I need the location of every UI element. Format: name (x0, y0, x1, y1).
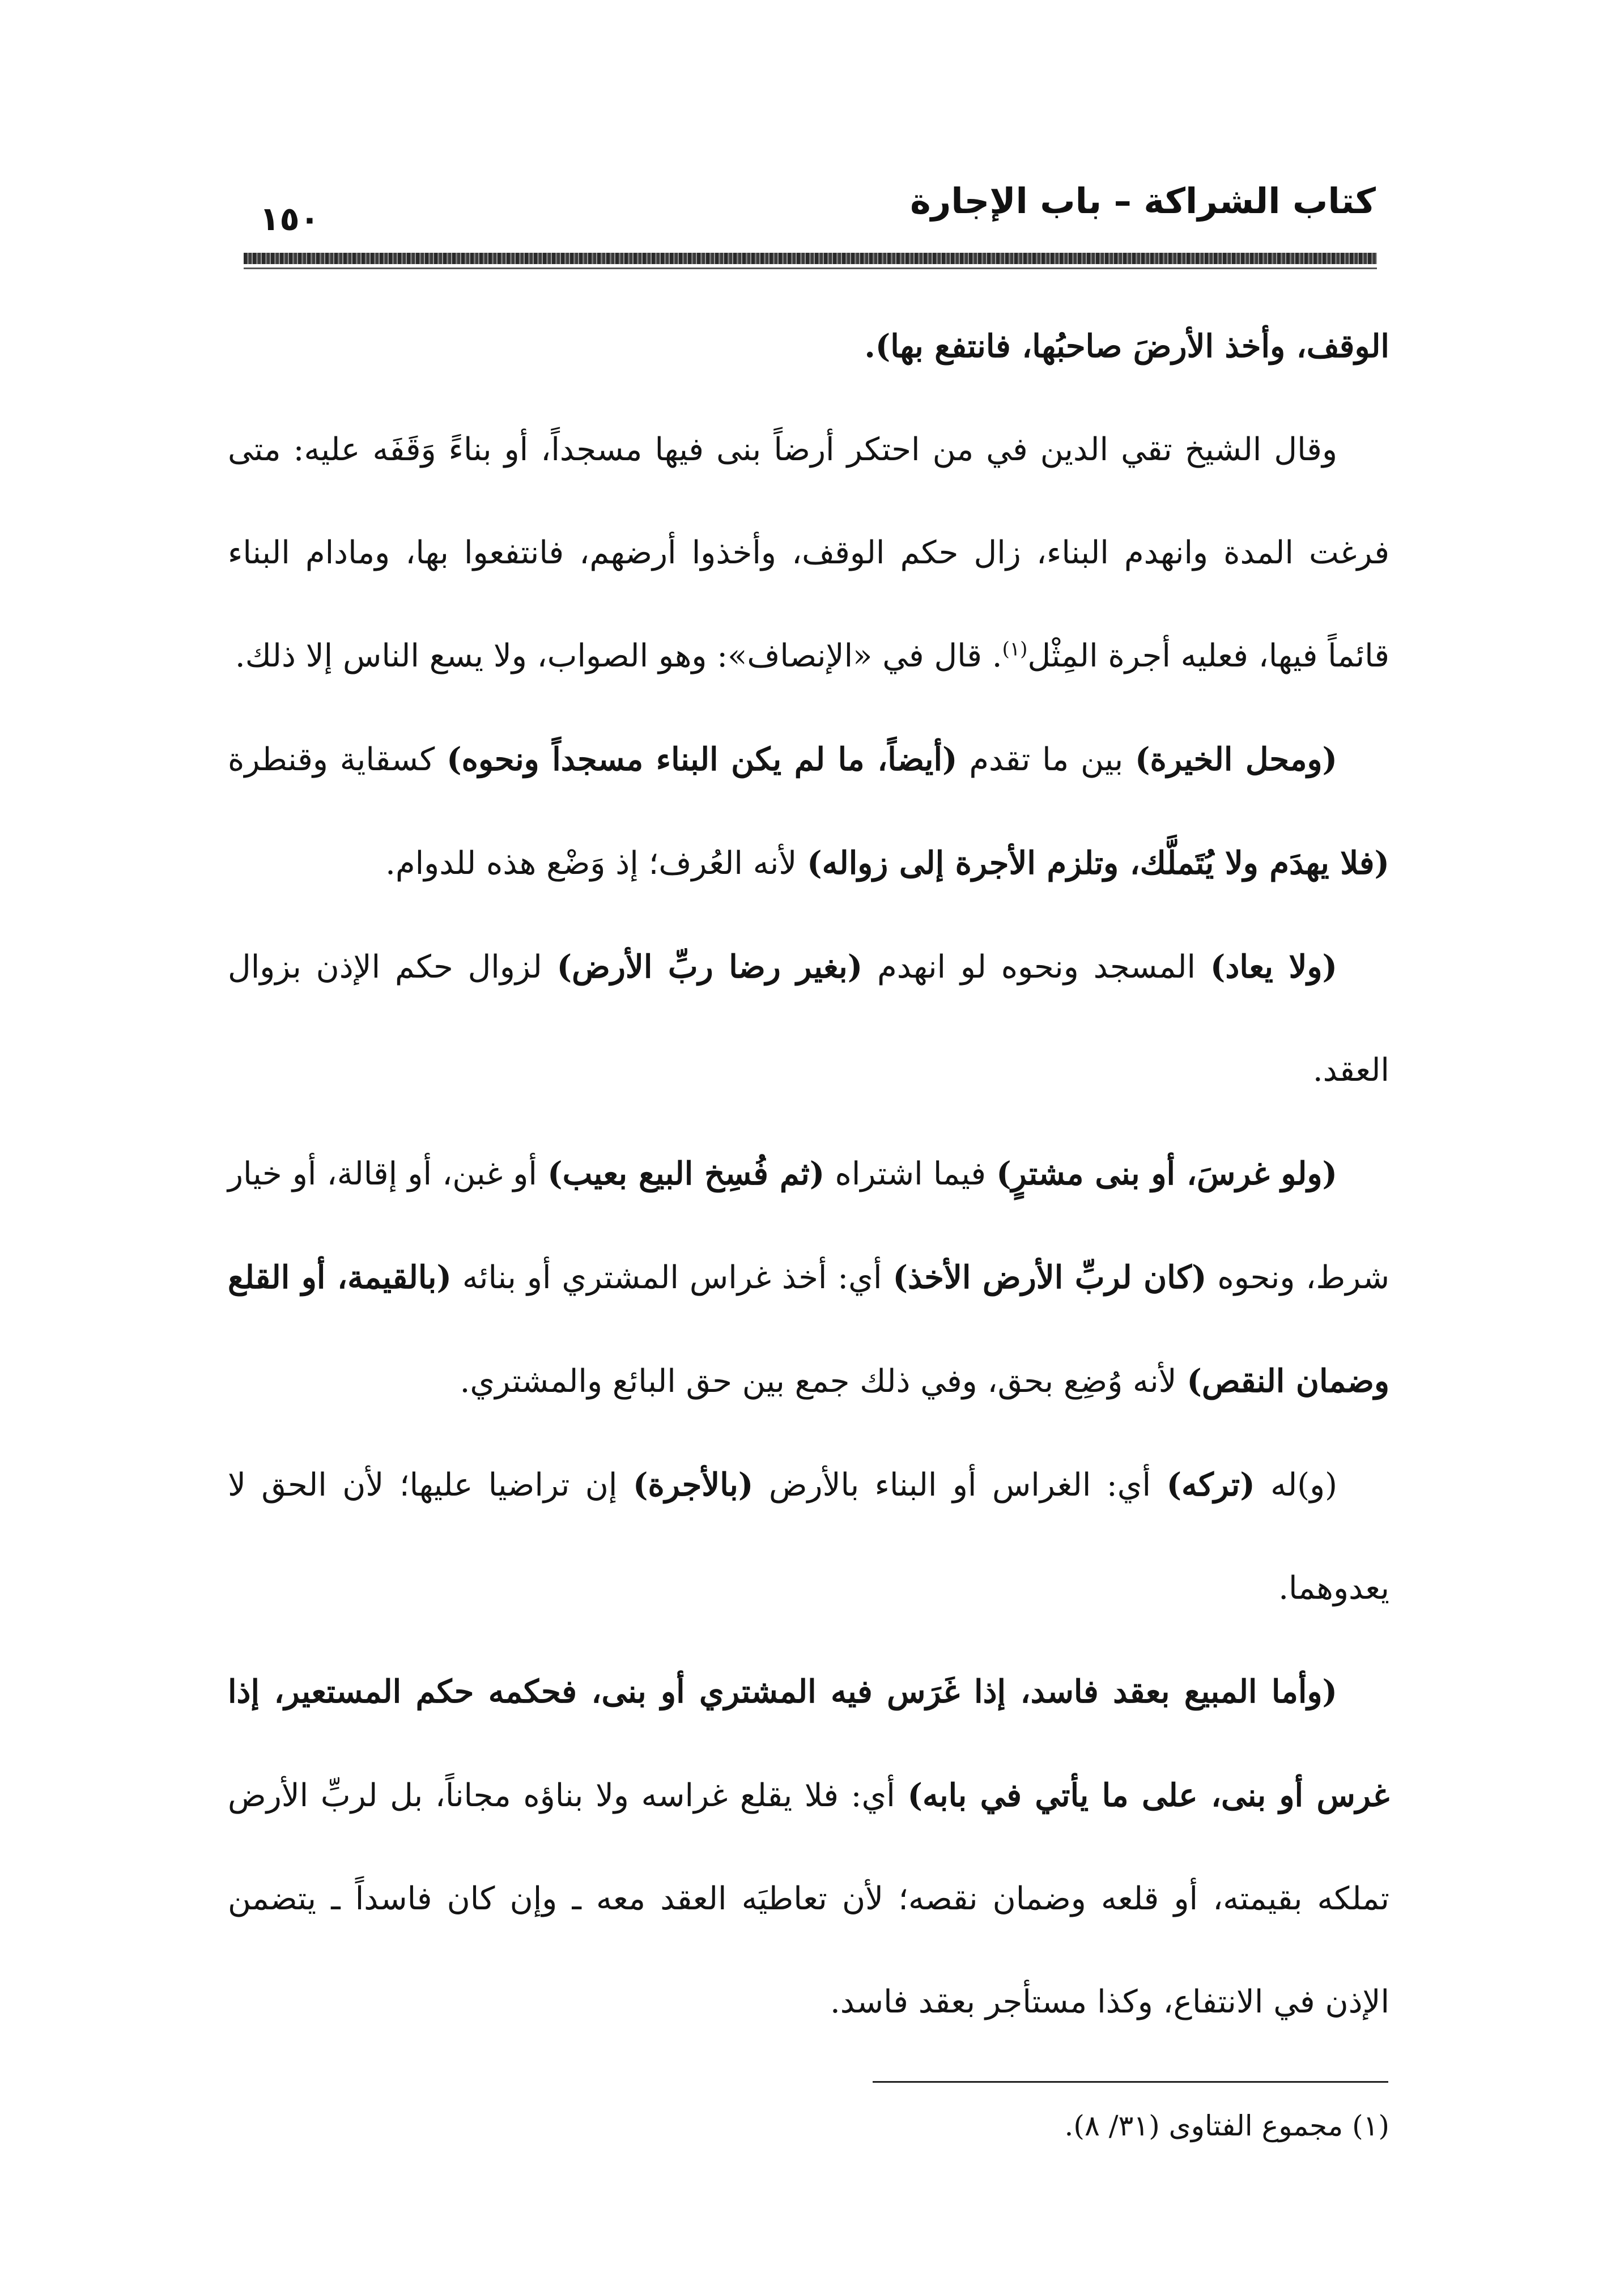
bold-text: (وأما المبيع بعقد فاسد، إذا غَرَس فيه المشتري أو بنى، فحكمه حكم المستعير، إذا غرس أو بنى، على ما يأتي في بابه) (228, 1673, 1389, 1814)
footnote-reference[interactable]: (١) (1002, 638, 1028, 661)
bold-text: الوقف، وأخذ الأرضَ صاحبُها، فانتفع بها). (864, 328, 1389, 365)
footnote-separator (873, 2081, 1388, 2083)
bold-text: (أيضاً، ما لم يكن البناء مسجداً ونحوه) (447, 741, 958, 778)
bold-text: (فلا يهدَم ولا يُتَملَّك، وتلزم الأجرة إلى زواله) (807, 844, 1389, 882)
body-text: . قال في «الإنصاف»: وهو الصواب، ولا يسع الناس إلا ذلك. (235, 638, 1002, 674)
paragraph (228, 1433, 1389, 1640)
bold-text: (كان لربِّ الأرض الأخذ) (892, 1259, 1207, 1296)
paragraph (228, 295, 1389, 398)
paragraph (228, 708, 1389, 915)
body-text: بين ما تقدم (957, 741, 1135, 778)
main-text (228, 295, 1389, 2054)
body-text: لأنه العُرف؛ إذ وَضْع هذه للدوام. (385, 845, 807, 882)
paragraph (228, 398, 1389, 708)
body-text: فيما اشتراه (824, 1156, 997, 1192)
running-header-title: كتاب الشراكة – باب الإجارة (910, 180, 1376, 222)
body-text: أي: أخذ غراس المشتري أو بنائه (451, 1259, 893, 1296)
header-rule (244, 253, 1377, 264)
paragraph (228, 1122, 1389, 1433)
bold-text: (ولا يعاد) (1210, 948, 1337, 986)
body-text: إن تراضيا عليها؛ لأن الحق لا يعدوهما. (228, 1467, 1389, 1607)
bold-text: (تركه) (1166, 1466, 1255, 1504)
body-text: (و)له (1255, 1467, 1338, 1504)
body-text: لزوال حكم الإذن بزوال العقد. (228, 949, 1389, 1089)
page-number: ١٥٠ (260, 199, 320, 238)
body-text: وقال الشيخ تقي الدين في من احتكر أرضاً بنى فيها مسجداً، أو بناءً وَقَفَه عليه: متى فرغت المدة وانهدم البناء، زال حكم الوقف، وأخذوا أرضهم، فانتفعوا بها، ومادام البناء قائماً فيها، فعليه أجرة المِثْل (228, 431, 1389, 674)
paragraph (228, 1640, 1389, 2054)
bold-text: (بالأجرة) (632, 1466, 754, 1504)
body-text: أو غبن، أو إقالة، أو خيار شرط، ونحوه (228, 1156, 1389, 1296)
body-text: أي: فلا يقلع غراسه ولا بناؤه مجاناً، بل لربِّ الأرض تملكه بقيمته، أو قلعه وضمان نقصه؛ لأن تعاطيَه العقد معه ـ وإن كان فاسداً ـ يتضمن الإذن في الانتفاع، وكذا مستأجر بعقد فاسد. (228, 1777, 1389, 2020)
bold-text: (ولو غرسَ، أو بنى مشترٍ) (996, 1155, 1338, 1192)
bold-text: (بغير رضا ربِّ الأرض) (556, 948, 863, 986)
body-text: كسقاية وقنطرة (228, 741, 447, 778)
paragraph (228, 915, 1389, 1122)
body-text: أي: الغراس أو البناء بالأرض (753, 1467, 1167, 1504)
footnote: (١) مجموع الفتاوى (٣١/ ٨). (1064, 2109, 1389, 2142)
bold-text: (ومحل الخيرة) (1134, 741, 1337, 778)
bold-text: (ثم فُسِخ البيع بعيب) (547, 1155, 825, 1192)
body-text: لأنه وُضِع بحق، وفي ذلك جمع بين حق البائع والمشتري. (460, 1363, 1187, 1400)
header-rule-thin (244, 267, 1377, 269)
body-text: المسجد ونحوه لو انهدم (862, 949, 1210, 986)
bold-text: (بالقيمة، أو القلع وضمان النقص) (228, 1259, 1389, 1400)
